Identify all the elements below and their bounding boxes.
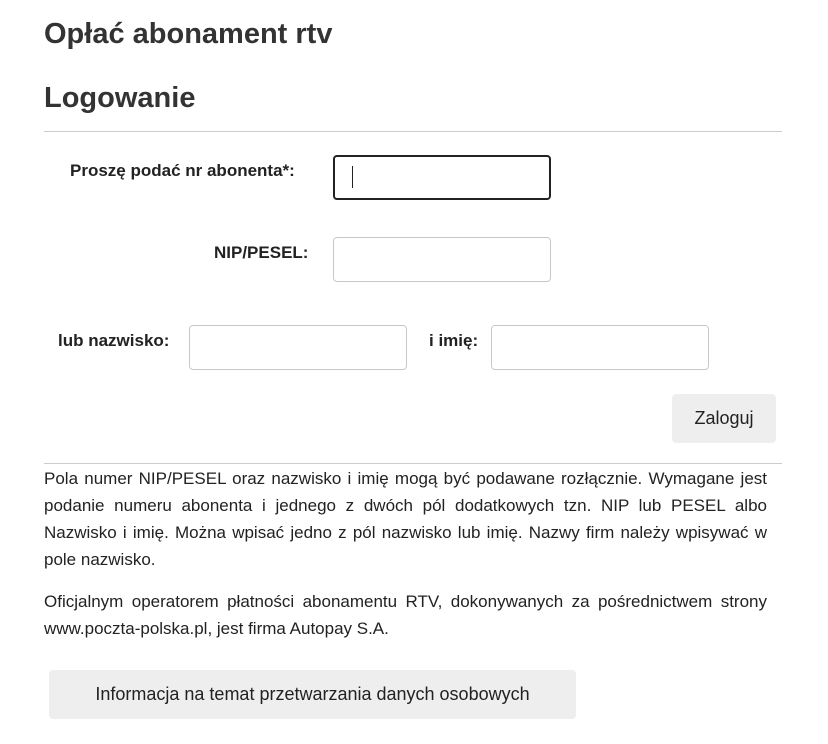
privacy-info-button[interactable]: Informacja na temat przetwarzania danych osobowych [49,670,576,719]
nip-pesel-label: NIP/PESEL: [214,243,309,262]
surname-input[interactable] [189,325,407,370]
login-button[interactable]: Zaloguj [672,394,776,443]
surname-label: lub nazwisko: [58,331,170,350]
nip-pesel-input[interactable] [333,237,551,282]
page-title: Opłać abonament rtv [44,18,333,50]
firstname-input[interactable] [491,325,709,370]
subscriber-number-label: Proszę podać nr abonenta*: [70,161,295,180]
section-divider [44,131,782,132]
text-caret [352,166,353,188]
section-title: Logowanie [44,82,196,114]
firstname-label: i imię: [429,331,479,350]
info-paragraph-required-fields: Pola numer NIP/PESEL oraz nazwisko i imię mogą być podawane rozłącznie. Wymagane jest podanie numeru abonenta i jednego z dwóch pól dodatkowych tzn. NIP lub PESEL albo Nazwisko i imię. Można wpisać jedno z pól nazwisko lub imię. Nazwy firm należy wpisywać w pole nazwisko. [44,469,767,569]
info-paragraph-payment-operator: Oficjalnym operatorem płatności abonamentu RTV, dokonywanych za pośrednictwem strony www.poczta-polska.pl, jest firma Autopay S.A. [44,592,767,638]
subscriber-number-input[interactable] [333,155,551,200]
form-divider [44,463,782,464]
